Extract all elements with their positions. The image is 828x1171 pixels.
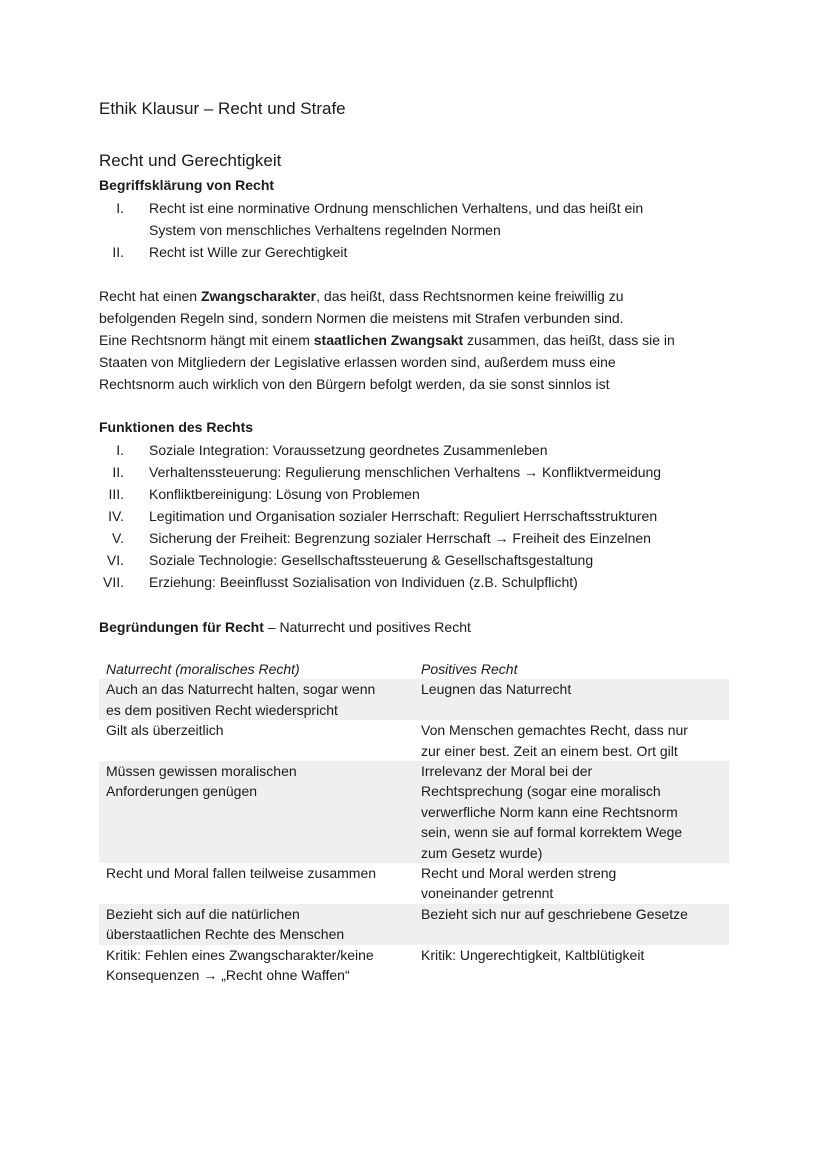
funktionen-list — [99, 439, 739, 593]
begriff-heading: Begriffsklärung von Recht — [99, 177, 275, 193]
list-item: IV. Legitimation und Organisation sozialer Herrschaft: Reguliert Herrschaftsstrukturen — [108, 508, 658, 524]
list-text: System von menschliches Verhaltens regelnden Normen — [149, 222, 501, 238]
list-item: V. Sicherung der Freiheit: Begrenzung sozialer Herrschaft → Freiheit des Einzelnen — [112, 530, 651, 546]
comparison-table — [99, 659, 729, 986]
section-title: Recht und Gerechtigkeit — [99, 151, 282, 170]
list-item — [99, 197, 739, 241]
list-item: III. Konfliktbereinigung: Lösung von Problemen — [108, 486, 420, 502]
document-title: Ethik Klausur – Recht und Strafe — [99, 99, 346, 118]
table-row: Bezieht sich auf die natürlichen überstaatlichen Rechte des Menschen Bezieht sich nur auf geschriebene Gesetze — [99, 904, 729, 945]
table-row: Gilt als überzeitlich Von Menschen gemachtes Recht, dass nur zur einer best. Zeit an einem best. Ort gilt — [106, 722, 688, 759]
table-row: Müssen gewissen moralischen Anforderungen genügen Irrelevanz der Moral bei der Rechtsprechung (sogar eine moralisch verwerfliche Norm kann eine Rechtsnorm sein, wenn sie auf formal korrektem Wege zum Gesetz wurde) — [99, 761, 729, 863]
list-text: Recht ist Wille zur Gerechtigkeit — [149, 244, 348, 260]
arrow-right-icon: → — [494, 530, 509, 546]
list-item — [99, 241, 739, 263]
table-row: Auch an das Naturrecht halten, sogar wenn es dem positiven Recht wiederspricht Leugnen das Naturrecht — [99, 679, 729, 720]
list-item: I. Soziale Integration: Voraussetzung geordnetes Zusammenleben — [116, 442, 548, 458]
list-item: II. Verhaltenssteuerung: Regulierung menschlichen Verhaltens → Konfliktvermeidung — [112, 464, 662, 480]
column-header: Positives Recht — [421, 661, 518, 677]
term-zwangsakt: staatlichen Zwangsakt — [313, 332, 464, 348]
begruendungen-heading: Begründungen für Recht – Naturrecht und positives Recht — [99, 619, 471, 635]
term-zwangscharakter: Zwangscharakter — [200, 288, 317, 304]
arrow-right-icon: → — [524, 464, 539, 480]
list-text: Recht ist eine norminative Ordnung menschlichen Verhaltens, und das heißt ein — [149, 200, 644, 216]
list-number: I. — [116, 200, 124, 216]
list-item: VII. Erziehung: Beeinflusst Sozialisation von Individuen (z.B. Schulpflicht) — [102, 574, 578, 590]
list-item: VI. Soziale Technologie: Gesellschaftssteuerung & Gesellschaftsgestaltung — [106, 552, 594, 568]
begriff-list — [99, 197, 739, 263]
column-header: Naturrecht (moralisches Recht) — [106, 661, 300, 677]
arrow-right-icon: → — [203, 967, 218, 984]
table-header-row — [99, 659, 729, 679]
zwang-paragraph: Recht hat einen Zwangscharakter, das heißt, dass Rechtsnormen keine freiwillig zu befolgenden Regeln sind, sondern Normen die meistens mit Strafen verbunden sind. Eine Rechtsnorm hängt mit einem staatlichen Zwangsakt zusammen, das heißt, dass sie in Staaten von Mitgliedern der Legislative erlassen worden sind, außerdem muss eine Rechtsnorm auch wirklich von den Bürgern befolgt werden, da sie sonst sinnlos ist — [99, 288, 675, 392]
funktionen-heading: Funktionen des Rechts — [99, 419, 254, 435]
list-number: II. — [112, 244, 124, 260]
table-row: Recht und Moral fallen teilweise zusammen Recht und Moral werden streng voneinander getrennt — [106, 865, 617, 902]
table-row: Kritik: Fehlen eines Zwangscharakter/keine Konsequenzen → „Recht ohne Waffen“ Kritik: Ungerechtigkeit, Kaltblütigkeit — [106, 946, 645, 984]
